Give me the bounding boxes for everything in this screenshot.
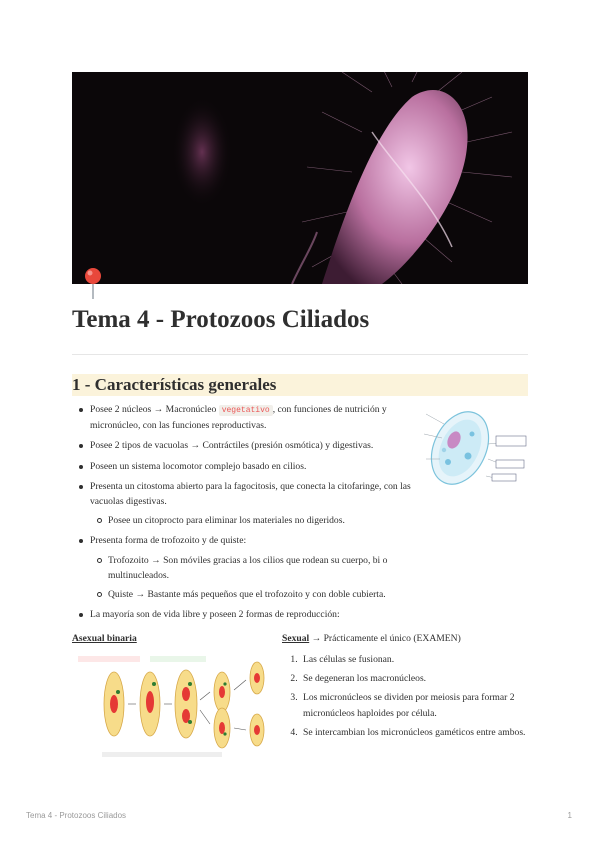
sexual-column (282, 632, 532, 744)
list-item-text: La mayoría son de vida libre y poseen 2 formas de reproducción: (90, 609, 340, 621)
sub-list-item: Trofozoito → Son móviles gracias a los cilios que rodean su cuerpo, bi o multinucleados. (108, 553, 420, 583)
sub-list (90, 513, 420, 528)
list-item (90, 479, 420, 529)
features-list (72, 402, 420, 627)
page-title: Tema 4 - Protozoos Ciliados (72, 306, 370, 333)
section-title: 1 - Características generales (72, 375, 277, 394)
sexual-steps-list (282, 652, 532, 740)
sexual-heading-text: Sexual (282, 633, 310, 644)
step-item: 4. Se intercambian los micronúcleos gaméticos entre ambos. (300, 725, 532, 740)
ciliate-diagram (418, 404, 530, 494)
list-item-text: , con funciones de nutrición y micronúcleo, con las funciones reproductivas. (90, 404, 387, 432)
sexual-heading (282, 632, 532, 646)
list-item-text: Posee 2 tipos de vacuolas → Contráctiles (presión osmótica) y digestivas. (90, 440, 374, 452)
step-item: 1. Las células se fusionan. (300, 652, 532, 667)
list-item-text: Poseen un sistema locomotor complejo basado en cilios. (90, 460, 307, 472)
list-item (90, 533, 420, 602)
cover-image (72, 72, 528, 284)
asexual-heading (72, 632, 272, 646)
list-item (90, 402, 420, 433)
inline-code: vegetativo (219, 405, 273, 416)
sub-list (90, 553, 420, 603)
step-item: 2. Se degeneran los macronúcleos. (300, 671, 532, 686)
sexual-heading-rest: → Prácticamente el único (EXAMEN) (309, 633, 461, 644)
list-item-text: Posee 2 núcleos → Macronúcleo (90, 404, 219, 415)
asexual-column (72, 632, 272, 646)
list-item-text: Presenta forma de trofozoito y de quiste: (90, 535, 247, 547)
binary-fission-diagram (72, 654, 268, 760)
sub-list-item: Posee un citoprocto para eliminar los materiales no digeridos. (108, 513, 420, 528)
step-item: 3. Los micronúcleos se dividen por meiosis para formar 2 micronúcleos haploides por célula. (300, 690, 532, 720)
divider (72, 354, 528, 355)
list-item (90, 438, 420, 453)
sub-list-item: Quiste → Bastante más pequeños que el trofozoito y con doble cubierta. (108, 587, 420, 602)
asexual-heading-text: Asexual binaria (72, 633, 137, 644)
pushpin-icon (82, 266, 104, 300)
list-item-text: Presenta un citostoma abierto para la fagocitosis, que conecta la citofaringe, con las vacuolas digestivas. (90, 480, 411, 508)
list-item (90, 607, 420, 622)
list-item (90, 459, 420, 474)
page-footer: Tema 4 - Protozoos Ciliados (26, 811, 127, 820)
page-number: 1 (567, 811, 572, 820)
